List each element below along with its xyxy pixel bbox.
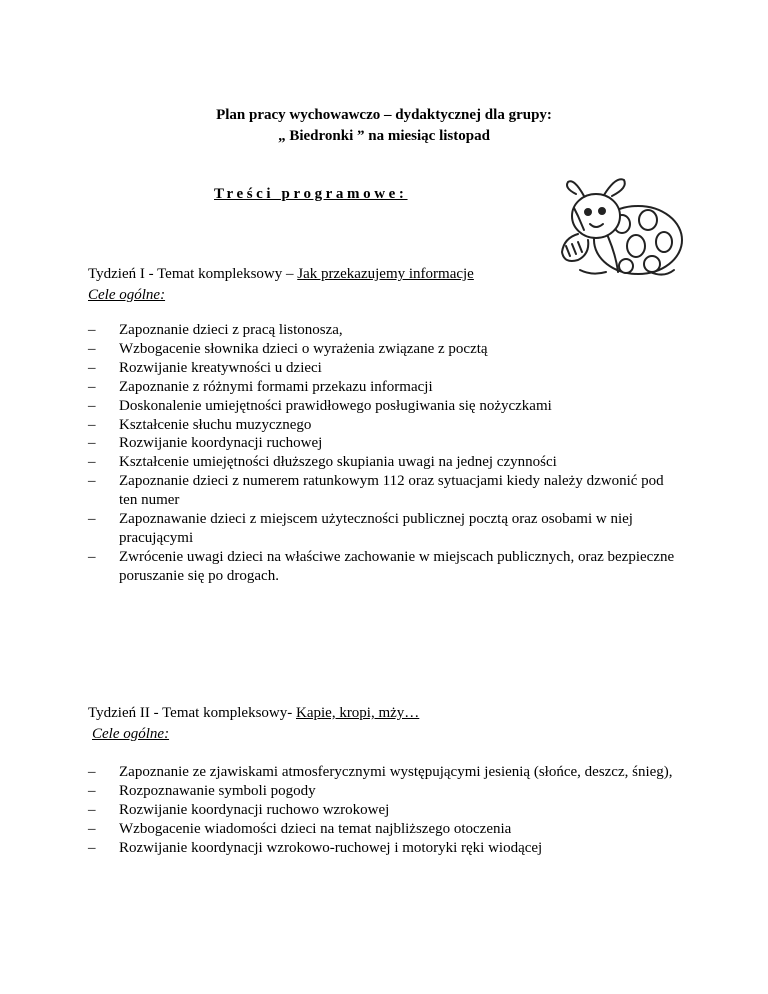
week1-goals-list — [88, 321, 678, 586]
list-item: – Rozwijanie koordynacji ruchowej — [88, 434, 678, 453]
list-item: – Doskonalenie umiejętności prawidłowego posługiwania się nożyczkami — [88, 397, 678, 416]
week2-heading — [88, 705, 419, 722]
list-item: – Kształcenie słuchu muzycznego — [88, 416, 678, 435]
list-item: – Wzbogacenie wiadomości dzieci na temat najbliższego otoczenia — [88, 820, 678, 839]
week1-prefix: Tydzień I - Temat kompleksowy – — [88, 266, 298, 282]
week2-goals-label: Cele ogólne: — [92, 726, 170, 742]
document-title-line2: „ Biedronki ” na miesiąc listopad — [278, 128, 490, 144]
week1-goals-label: Cele ogólne: — [88, 287, 166, 303]
week1-heading — [88, 266, 474, 283]
list-item: – Zapoznawanie dzieci z miejscem użyteczności publicznej pocztą oraz osobami w niej pracującymi — [88, 510, 678, 548]
list-item: – Wzbogacenie słownika dzieci o wyrażenia związane z pocztą — [88, 340, 678, 359]
list-item: – Rozwijanie koordynacji wzrokowo-ruchowej i motoryki ręki wiodącej — [88, 839, 678, 858]
week1-topic: Jak przekazujemy informacje — [297, 266, 474, 282]
contents-heading: Treści programowe: — [214, 186, 408, 202]
week2-prefix: Tydzień II - Temat kompleksowy- — [88, 705, 296, 721]
list-item: – Rozwijanie koordynacji ruchowo wzrokowej — [88, 801, 678, 820]
list-item: – Zapoznanie z różnymi formami przekazu informacji — [88, 378, 678, 397]
list-item: – Rozpoznawanie symboli pogody — [88, 782, 678, 801]
list-item: – Zapoznanie dzieci z pracą listonosza, — [88, 321, 678, 340]
list-item: – Rozwijanie kreatywności u dzieci — [88, 359, 678, 378]
list-item: – Zwrócenie uwagi dzieci na właściwe zachowanie w miejscach publicznych, oraz bezpieczne poruszanie się po drogach. — [88, 548, 678, 586]
ladybug-illustration — [540, 168, 690, 283]
document-title-line1: Plan pracy wychowawczo – dydaktycznej dla grupy: — [216, 107, 552, 123]
list-item: – Kształcenie umiejętności dłuższego skupiania uwagi na jednej czynności — [88, 453, 678, 472]
week2-topic: Kapie, kropi, mży… — [296, 705, 420, 721]
list-item: – Zapoznanie dzieci z numerem ratunkowym 112 oraz sytuacjami kiedy należy dzwonić pod ten numer — [88, 472, 678, 510]
week2-goals-list — [88, 763, 678, 858]
list-item: – Zapoznanie ze zjawiskami atmosferycznymi występującymi jesienią (słońce, deszcz, śnieg), — [88, 763, 678, 782]
